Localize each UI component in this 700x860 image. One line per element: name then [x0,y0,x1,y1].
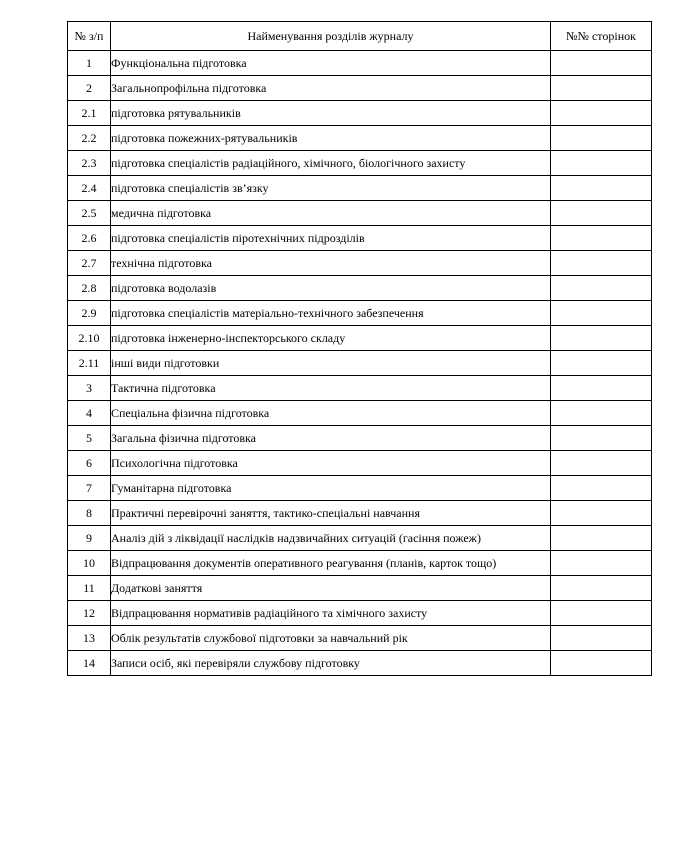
row-number: 12 [68,601,111,626]
row-number: 1 [68,51,111,76]
row-section-name: Додаткові заняття [111,576,551,601]
row-number: 2.11 [68,351,111,376]
row-section-name: Гуманітарна підготовка [111,476,551,501]
row-number: 2.2 [68,126,111,151]
table-row [68,651,652,676]
row-number: 2 [68,76,111,101]
table-row [68,51,652,76]
row-number: 2.6 [68,226,111,251]
table-row [68,351,652,376]
row-number: 7 [68,476,111,501]
row-number: 13 [68,626,111,651]
row-page-numbers [551,501,652,526]
row-number: 2.8 [68,276,111,301]
header-page-numbers: №№ сторінок [551,22,652,51]
row-page-numbers [551,201,652,226]
header-row [68,22,652,51]
row-number: 2.9 [68,301,111,326]
row-section-name: Відпрацювання нормативів радіаційного та хімічного захисту [111,601,551,626]
row-page-numbers [551,126,652,151]
row-section-name: підготовка рятувальників [111,101,551,126]
row-section-name: Психологічна підготовка [111,451,551,476]
row-page-numbers [551,401,652,426]
table-row [68,301,652,326]
table-row [68,151,652,176]
row-section-name: Практичні перевірочні заняття, тактико-спеціальні навчання [111,501,551,526]
row-section-name: Тактична підготовка [111,376,551,401]
row-page-numbers [551,551,652,576]
header-number: № з/п [68,22,111,51]
table-header [68,22,652,51]
table-row [68,476,652,501]
table-row [68,551,652,576]
row-section-name: підготовка водолазів [111,276,551,301]
row-section-name: Облік результатів службової підготовки за навчальний рік [111,626,551,651]
row-page-numbers [551,426,652,451]
table-row [68,601,652,626]
row-number: 10 [68,551,111,576]
row-number: 3 [68,376,111,401]
row-section-name: Записи осіб, які перевіряли службову підготовку [111,651,551,676]
table-row [68,251,652,276]
row-page-numbers [551,176,652,201]
row-page-numbers [551,651,652,676]
row-section-name: підготовка спеціалістів зв’язку [111,176,551,201]
row-number: 2.5 [68,201,111,226]
row-number: 6 [68,451,111,476]
table-row [68,326,652,351]
row-section-name: Загальнопрофільна підготовка [111,76,551,101]
table-row [68,401,652,426]
row-page-numbers [551,276,652,301]
table-row [68,626,652,651]
table-row [68,101,652,126]
row-section-name: підготовка спеціалістів піротехнічних підрозділів [111,226,551,251]
row-page-numbers [551,476,652,501]
table-body [68,51,652,676]
table-row [68,226,652,251]
table-row [68,201,652,226]
row-page-numbers [551,251,652,276]
table-row [68,526,652,551]
row-number: 4 [68,401,111,426]
row-section-name: Спеціальна фізична підготовка [111,401,551,426]
row-page-numbers [551,626,652,651]
header-section-name: Найменування розділів журналу [111,22,551,51]
row-number: 5 [68,426,111,451]
row-section-name: Загальна фізична підготовка [111,426,551,451]
table-row [68,576,652,601]
row-section-name: Відпрацювання документів оперативного реагування (планів, карток тощо) [111,551,551,576]
table-row [68,451,652,476]
row-page-numbers [551,576,652,601]
row-page-numbers [551,51,652,76]
row-page-numbers [551,526,652,551]
row-number: 8 [68,501,111,526]
row-number: 14 [68,651,111,676]
row-section-name: Функціональна підготовка [111,51,551,76]
table-row [68,276,652,301]
row-section-name: Аналіз дій з ліквідації наслідків надзвичайних ситуацій (гасіння пожеж) [111,526,551,551]
row-section-name: інші види підготовки [111,351,551,376]
row-page-numbers [551,601,652,626]
table-row [68,76,652,101]
row-section-name: підготовка пожежних-рятувальників [111,126,551,151]
table-row [68,376,652,401]
row-number: 11 [68,576,111,601]
row-page-numbers [551,301,652,326]
row-page-numbers [551,326,652,351]
row-number: 9 [68,526,111,551]
row-page-numbers [551,351,652,376]
row-number: 2.10 [68,326,111,351]
row-page-numbers [551,151,652,176]
row-page-numbers [551,226,652,251]
row-section-name: технічна підготовка [111,251,551,276]
row-section-name: підготовка спеціалістів радіаційного, хімічного, біологічного захисту [111,151,551,176]
journal-contents-table [67,21,652,676]
row-number: 2.4 [68,176,111,201]
row-page-numbers [551,376,652,401]
row-page-numbers [551,101,652,126]
row-number: 2.7 [68,251,111,276]
table-row [68,126,652,151]
row-number: 2.1 [68,101,111,126]
table-row [68,501,652,526]
table-row [68,176,652,201]
row-page-numbers [551,76,652,101]
row-section-name: медична підготовка [111,201,551,226]
row-section-name: підготовка спеціалістів матеріально-технічного забезпечення [111,301,551,326]
row-section-name: підготовка інженерно-інспекторського складу [111,326,551,351]
row-number: 2.3 [68,151,111,176]
row-page-numbers [551,451,652,476]
table-row [68,426,652,451]
